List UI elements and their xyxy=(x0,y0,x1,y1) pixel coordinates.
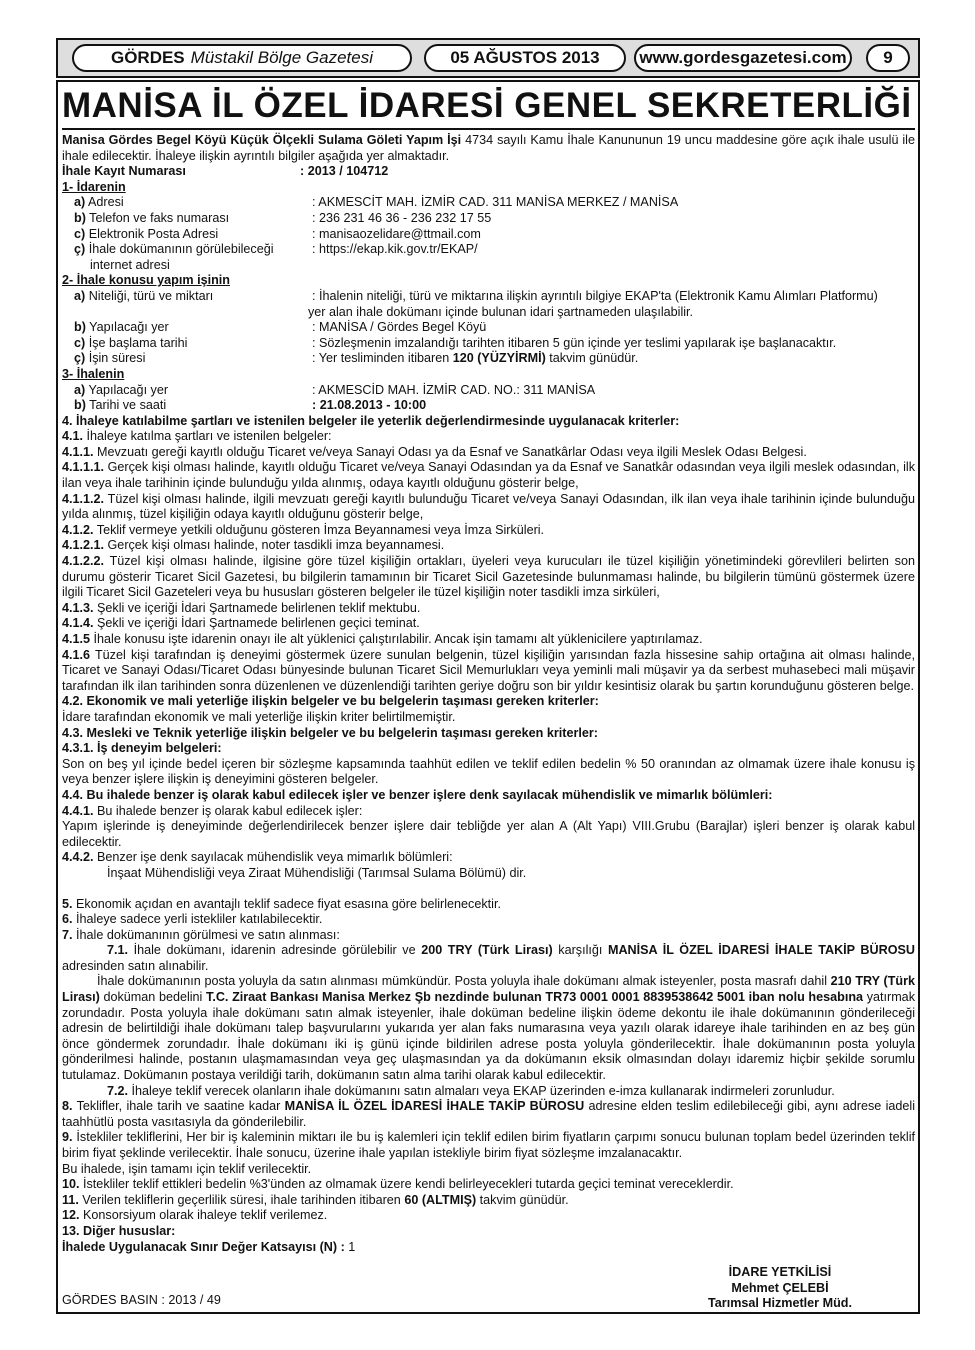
s1-web-row: ç) İhale dokümanının görülebileceği : https://ekap.kik.gov.tr/EKAP/ xyxy=(74,242,478,257)
section-3-title: 3- İhalenin xyxy=(62,366,125,381)
s3-place-row: a) Yapılacağı yer : AKMESCİD MAH. İZMİR CAD. NO.: 311 MANİSA xyxy=(74,382,596,397)
s2-nature-row: a) Niteliği, türü ve miktarı : İhalenin niteliği, türü ve miktarına ilişkin ayrıntılı bilgiye EKAP'ta (Elektronik Kamu Alımları Platformu) xyxy=(74,288,878,303)
spacer xyxy=(62,882,915,897)
para-4-2-title: 4.2. Ekonomik ve mali yeterliğe ilişkin belgeler ve bu belgelerin taşıması gereken kriterler: xyxy=(62,694,599,709)
para-4-4-1-text: Yapım işlerinde iş deneyiminde değerlendirilecek benzer işlere dair tebliğde yer alan A (Alt Yapı) VIII.Grubu (Barajlar) işleri benzer iş olarak kabul edilecektir. xyxy=(62,819,915,849)
para-4-1-6: 4.1.6 Tüzel kişi tarafından iş deneyimi göstermek üzere sunulan belgenin, tüzel kişiliğin yarısından fazla hissesine sahip ortağına ait olması halinde, Ticaret ve Sanayi Odası/Ticaret Odası bünyesinde bulunan Ticaret Sicil Memurlukları veya yeminli mali müşavir ya da serbest muhasebeci mali müşavir tarafından ilk ilan tarihinden sonra düzenlenen ve düzenlendiği tarihten geriye doğru son bir yıldır kesintisiz olarak bu şartın korunduğunu gösteren belge. xyxy=(62,647,915,693)
para-4-1-1-2: 4.1.1.2. Tüzel kişi olması halinde, ilgili mevzuatı gereği kayıtlı bulunduğu Ticaret ve/veya Sanayi Odasından, ilk ilan veya ihale tarihinin içinde bulunduğu yılda alınmış, tüzel kişiliğin odaya kayıtlı olduğunu gösterir belge, xyxy=(62,491,915,522)
website-pill xyxy=(634,44,852,72)
para-5: 5. Ekonomik açıdan en avantajlı teklif sadece fiyat esasına göre belirlenecektir. xyxy=(62,896,501,911)
para-4-1-1: 4.1.1. Mevzuatı gereği kayıtlı olduğu Ticaret ve/veya Sanayi Odası ya da Esnaf ve Sanatkârlar Odası veya ilgili Meslek Odası Belgesi. xyxy=(62,444,807,459)
section-4-title: 4. İhaleye katılabilme şartları ve istenilen belgeler ile yeterlik değerlendirmesinde uygulanacak kriterler: xyxy=(62,413,680,428)
para-8: 8. Teklifler, ihale tarih ve saatine kadar MANİSA İL ÖZEL İDARESİ İHALE TAKİP BÜROSU adresine elden teslim edilebileceği gibi, aynı adrese iadeli taahhütlü posta vasıtasıyla da gönderilebilir. xyxy=(62,1099,915,1129)
s1-address-row: a) Adresi : AKMESCİT MAH. İZMİR CAD. 311 MANİSA MERKEZ / MANİSA xyxy=(74,195,679,210)
para-9: 9. İstekliler tekliflerini, Her bir iş kaleminin miktarı ile bu iş kalemleri için teklif edilen birim fiyatların çarpımı sonucu bulunan toplam bedel üzerinden teklif birim fiyat şeklinde verilecektir. İhale sonucu, üzerine ihale yapılan istekliyle birim fiyat sözleşme imzalanacaktır. xyxy=(62,1130,915,1160)
s3-date-row: b) Tarihi ve saati : 21.08.2013 - 10:00 xyxy=(74,398,427,413)
para-4-1-2: 4.1.2. Teklif vermeye yetkili olduğunu gösteren İmza Beyannamesi veya İmza Sirküleri. xyxy=(62,522,545,537)
page-title: MANİSA İL ÖZEL İDARESİ GENEL SEKRETERLİĞİ xyxy=(62,84,915,130)
para-4-4-title: 4.4. Bu ihalede benzer iş olarak kabul edilecek işler ve benzer işlere denk sayılacak mühendislik ve mimarlık bölümleri: xyxy=(62,787,773,802)
para-7-2: 7.2. İhaleye teklif verecek olanların ihale dokümanını satın almaları veya EKAP üzerinden e-imza kullanarak indirmeleri zorunludur. xyxy=(107,1083,835,1098)
s2-nature-row-cont: yer alan ihale dokümanı içinde bulunan idari şartnameden ulaşılabilir. xyxy=(308,304,694,319)
para-4-1-2-2: 4.1.2.2. Tüzel kişi olması halinde, ilgisine göre tüzel kişiliğin ortakları, üyeleri veya kurucuları ile tüzel kişiliğin yönetimindeki görevlileri belirten son durumu gösterir Ticaret Sicil Gazetesi, bu bilgilerin tamamının bir Ticaret Sicil Gazetesinde bulunmaması halinde, bu bilgilerin tümünü göstermek üzere ilgili Ticaret Sicil Gazeteleri veya bu hususları gösteren belgeler ile tüzel kişiliğin noter tasdikli imza sirküleri, xyxy=(62,554,915,600)
para-4-1-2-1: 4.1.2.1. Gerçek kişi olması halinde, noter tasdikli imza beyannamesi. xyxy=(62,538,445,553)
para-4-2: İdare tarafından ekonomik ve mali yeterliğe ilişkin kriter belirtilmemiştir. xyxy=(62,709,456,724)
press-code: GÖRDES BASIN : 2013 / 49 xyxy=(62,1293,221,1307)
paper-subtitle: Müstakil Bölge Gazetesi xyxy=(190,48,374,67)
para-7: 7. İhale dokümanının görülmesi ve satın alınması: xyxy=(62,927,340,942)
para-4-4-1: 4.4.1. Bu ihalede benzer iş olarak kabul edilecek işler: xyxy=(62,803,363,818)
page-number: 9 xyxy=(883,48,893,67)
para-13-sub: İhalede Uygulanacak Sınır Değer Katsayısı (N) : 1 xyxy=(62,1239,356,1254)
s1-email-row: c) Elektronik Posta Adresi : manisaozelidare@ttmail.com xyxy=(74,226,481,241)
intro-paragraph: Manisa Gördes Begel Köyü Küçük Ölçekli Sulama Göleti Yapım İşi 4734 sayılı Kamu İhale Kanununun 19 uncu maddesine göre açık ihale usulü ile ihale edilecektir. İhaleye ilişkin ayrıntılı bilgiler aşağıda yer almaktadır. xyxy=(62,133,915,163)
page-number-pill xyxy=(866,44,910,72)
s1-phone-row: b) Telefon ve faks numarası : 236 231 46 36 - 236 232 17 55 xyxy=(74,210,492,225)
para-4-4-2: 4.4.2. Benzer işe denk sayılacak mühendislik veya mimarlık bölümleri: xyxy=(62,850,453,865)
s2-place-row: b) Yapılacağı yer : MANİSA / Gördes Begel Köyü xyxy=(74,320,487,335)
para-4-1-3: 4.1.3. Şekli ve içeriği İdari Şartnamede belirlenen teklif mektubu. xyxy=(62,600,421,615)
section-1-title: 1- İdarenin xyxy=(62,179,126,194)
para-4-1-5: 4.1.5 İhale konusu işte idarenin onayı ile alt yüklenici çalıştırılabilir. Ancak işin tamamı alt yüklenicilere yaptırılamaz. xyxy=(62,632,703,646)
para-4-1-1-1: 4.1.1.1. Gerçek kişi olması halinde, kayıtlı olduğu Ticaret ve/veya Sanayi Odasından ya da Esnaf ve Sanatkâr odasından veya ilgili meslek odasından, ilk ilan veya ihale tarihinin içinde bulunduğu yılda alınmış, odaya kayıtlı olduğunu gösterir belge, xyxy=(62,460,915,491)
para-4-3-1-title: 4.3.1. İş deneyim belgeleri: xyxy=(62,741,222,756)
paper-name: GÖRDES xyxy=(110,48,185,67)
para-13: 13. Diğer hususlar: xyxy=(62,1223,176,1238)
para-10: 10. İstekliler teklif ettikleri bedelin %3'ünden az olmamak üzere kendi belirleyecekleri tutarda geçici teminat vereceklerdir. xyxy=(62,1177,734,1192)
para-7-1-post: İhale dokümanının posta yoluyla da satın alınması mümkündür. Posta yoluyla ihale dokümanı almak isteyenler, posta masrafı dahil 210 TRY (Türk Lirası) doküman bedelini T.C. Ziraat Bankası Manisa Merkez Şb nezdinde bulunan TR73 0001 0001 8839538642 5001 iban nolu hesabına yatırmak zorundadır. Posta yoluyla ihale dokümanı satın almak isteyenler, ihale doküman bedeline ilişkin ödeme dekontu ile ihale dokümanının gönderileceği adresin de belirtildiği ihale dokümanı talep başvurularını yukarıda yer alan faks numarasına veya yazılı olarak idareye ihale tarihinden en az beş gün önce göndermek zorundadır. İhale dokümanı iki iş günü içinde bildirilen adrese posta yoluyla gönderilecektir. İhale dokümanının posta yoluyla gönderilmesi halinde, postanın ulaşmamasından veya geç ulaşmasından ya da dokümanın eksik olmasından dolayı idaremiz hiçbir şekilde sorumlu tutulamaz. Dokümanın postaya verildiği tarih, dokümanın satın alma tarihi olarak kabul edilecektir. xyxy=(62,974,915,1083)
s2-start-row: c) İşe başlama tarihi : Sözleşmenin imzalandığı tarihten itibaren 5 gün içinde yer teslimi yapılarak işe başlanacaktır. xyxy=(74,335,837,350)
para-7-1: 7.1. İhale dokümanı, idarenin adresinde görülebilir ve 200 TRY (Türk Lirası) karşılığı MANİSA İL ÖZEL İDARESİ İHALE TAKİP BÜROSU adresinden satın alınabilir. xyxy=(62,943,915,973)
para-4-3-1: Son on beş yıl içinde bedel içeren bir sözleşme kapsamında taahhüt edilen ve teklif edilen bedelin % 50 oranından az olmamak üzere ihale konusu iş veya benzer işlere ilişkin iş deneyimini gösteren belgeler. xyxy=(62,756,915,787)
signature-block xyxy=(690,1265,870,1312)
section-2-title: 2- İhale konusu yapım işinin xyxy=(62,273,230,288)
para-4-1-4: 4.1.4. Şekli ve içeriği İdari Şartnamede belirlenen geçici teminat. xyxy=(62,616,420,631)
website-link[interactable]: www.gordesgazetesi.com xyxy=(639,48,847,67)
signature-name: Mehmet ÇELEBİ xyxy=(731,1280,829,1295)
para-4-4-2-text: İnşaat Mühendisliği veya Ziraat Mühendisliği (Tarımsal Sulama Bölümü) dir. xyxy=(107,865,527,880)
para-9-b: Bu ihalede, işin tamamı için teklif verilecektir. xyxy=(62,1161,312,1176)
s2-duration-row: ç) İşin süresi : Yer tesliminden itibaren 120 (YÜZYİRMİ) takvim günüdür. xyxy=(74,351,639,366)
para-12: 12. Konsorsiyum olarak ihaleye teklif verilemez. xyxy=(62,1208,328,1223)
para-4-1: 4.1. İhaleye katılma şartları ve istenilen belgeler: xyxy=(62,429,332,444)
signature-title: İDARE YETKİLİSİ xyxy=(728,1265,832,1279)
signature-position: Tarımsal Hizmetler Müd. xyxy=(708,1296,852,1311)
paper-name-pill xyxy=(72,44,412,72)
date-pill xyxy=(424,44,626,72)
para-6: 6. İhaleye sadece yerli istekliler katılabilecektir. xyxy=(62,912,323,927)
para-11: 11. Verilen tekliflerin geçerlilik süresi, ihale tarihinden itibaren 60 (ALTMIŞ) takvim günüdür. xyxy=(62,1192,569,1207)
announcement-body xyxy=(62,84,915,1255)
para-4-3-title: 4.3. Mesleki ve Teknik yeterliğe ilişkin belgeler ve bu belgelerin taşıması gereken kriterler: xyxy=(62,725,598,740)
s1-web-row-cont: internet adresi xyxy=(90,257,170,272)
kayit-row: İhale Kayıt Numarası : 2013 / 104712 xyxy=(62,164,389,179)
issue-date: 05 AĞUSTOS 2013 xyxy=(450,48,600,67)
